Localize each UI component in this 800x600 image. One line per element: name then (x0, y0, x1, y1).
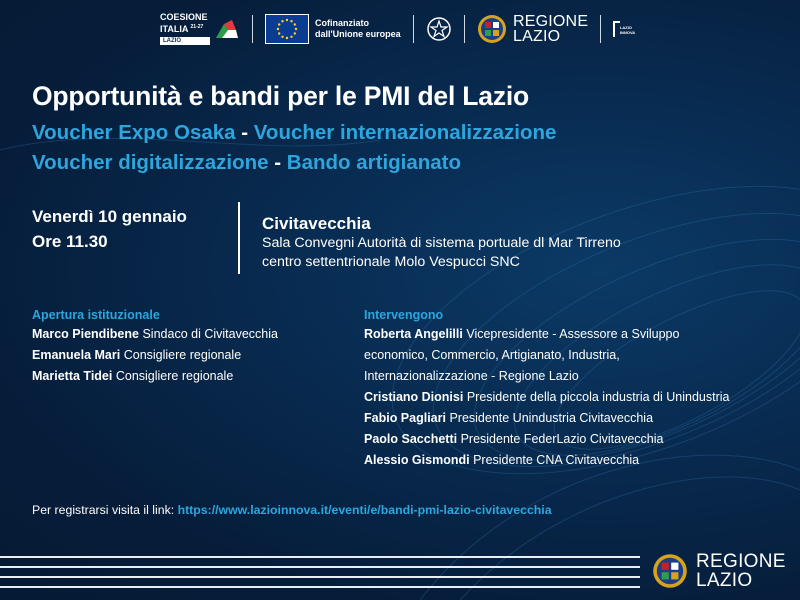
logo-bar (160, 8, 640, 50)
registration-text: Per registrarsi visita il link: (32, 503, 175, 517)
speakers-heading: Intervengono (364, 308, 444, 322)
event-date: Venerdì 10 gennaio (32, 207, 187, 226)
opening-heading: Apertura istituzionale (32, 308, 160, 322)
lazio-innova-logo (613, 14, 635, 44)
coesione-mark-icon (214, 18, 240, 40)
regione-lazio-logo-small (477, 14, 588, 44)
logo-separator (252, 15, 253, 43)
person-name: Roberta Angelilli (364, 327, 463, 341)
list-item (32, 366, 278, 387)
coesione-italia-logo (160, 12, 240, 46)
speakers-section (364, 306, 729, 471)
subtitle-voucher-internazionalizzazione: Voucher internazionalizzazione (253, 121, 557, 144)
registration-link[interactable]: https://www.lazioinnova.it/eventi/e/bandi-pmi-lazio-civitavecchia (177, 503, 552, 517)
person-role: Presidente Unindustria Civitavecchia (449, 411, 654, 425)
person-name: Paolo Sacchetti (364, 432, 458, 446)
eu-flag-icon (265, 14, 309, 44)
list-item (364, 429, 729, 450)
subtitle-line-2: Voucher digitalizzazione - Bando artigianato (32, 151, 462, 174)
person-role: Consigliere regionale (123, 348, 242, 362)
eu-text: Cofinanziato dall'Unione europea (315, 18, 401, 39)
logo-separator (464, 15, 465, 43)
event-location (262, 214, 621, 272)
list-item (364, 387, 729, 408)
person-name: Emanuela Mari (32, 348, 121, 362)
event-datetime (32, 204, 187, 254)
person-name: Marco Piendibene (32, 327, 139, 341)
person-name: Fabio Pagliari (364, 411, 446, 425)
list-item (364, 450, 729, 471)
person-name: Cristiano Dionisi (364, 390, 464, 404)
list-item (32, 345, 278, 366)
event-time: Ore 11.30 (32, 232, 108, 251)
eu-logo (265, 14, 401, 44)
regione-lazio-emblem-icon (652, 553, 688, 589)
coesione-line2: ITALIA $^{21-27}$ (160, 24, 204, 34)
list-item (364, 324, 729, 345)
subtitle-voucher-digitalizzazione: Voucher digitalizzazione (32, 151, 269, 174)
coesione-tag: LAZIO (160, 37, 210, 45)
list-item (364, 408, 729, 429)
subtitle-bando-artigianato: Bando artigianato (286, 151, 462, 174)
coesione-line1: COESIONE (160, 12, 208, 22)
person-role: Sindaco di Civitavecchia (142, 327, 278, 341)
person-role: Presidente FederLazio Civitavecchia (460, 432, 664, 446)
subtitle-voucher-expo-osaka: Voucher Expo Osaka (32, 121, 236, 144)
footer-stripes (0, 556, 640, 596)
regione-lazio-text-small: REGIONE LAZIO (513, 13, 589, 45)
person-role-continued: economico, Commercio, Artigianato, Industria, (364, 348, 620, 362)
event-venue-line-1: Sala Convegni Autorità di sistema portuale dl Mar Tirreno (262, 235, 621, 251)
person-role: Consigliere regionale (115, 369, 234, 383)
person-role: Presidente CNA Civitavecchia (473, 453, 640, 467)
list-item (32, 324, 278, 345)
subtitle-line-1: Voucher Expo Osaka - Voucher internazionalizzazione (32, 121, 557, 144)
regione-lazio-text-footer: REGIONE LAZIO (696, 551, 786, 591)
datetime-divider (238, 202, 240, 274)
regione-lazio-emblem-icon (477, 14, 507, 44)
lazio-innova-text: LAZIO INNOVA (619, 25, 636, 35)
logo-separator (413, 15, 414, 43)
person-role: Vicepresidente - Assessore a Sviluppo (466, 327, 680, 341)
page-title: Opportunità e bandi per le PMI del Lazio (32, 81, 530, 111)
opening-section (32, 306, 278, 387)
italian-emblem-icon (426, 15, 452, 43)
person-name: Alessio Gismondi (364, 453, 470, 467)
logo-separator (600, 15, 601, 43)
event-venue-line-2: centro settentrionale Molo Vespucci SNC (262, 254, 520, 270)
event-city: Civitavecchia (262, 214, 371, 233)
person-name: Marietta Tidei (32, 369, 113, 383)
lazio-innova-mark-icon (613, 21, 620, 37)
person-role: Presidente della piccola industria di Unindustria (466, 390, 730, 404)
italian-republic-emblem (426, 15, 452, 43)
person-role-continued: Internazionalizzazione - Regione Lazio (364, 369, 579, 383)
regione-lazio-logo-footer (652, 552, 786, 590)
registration-line (32, 503, 552, 517)
